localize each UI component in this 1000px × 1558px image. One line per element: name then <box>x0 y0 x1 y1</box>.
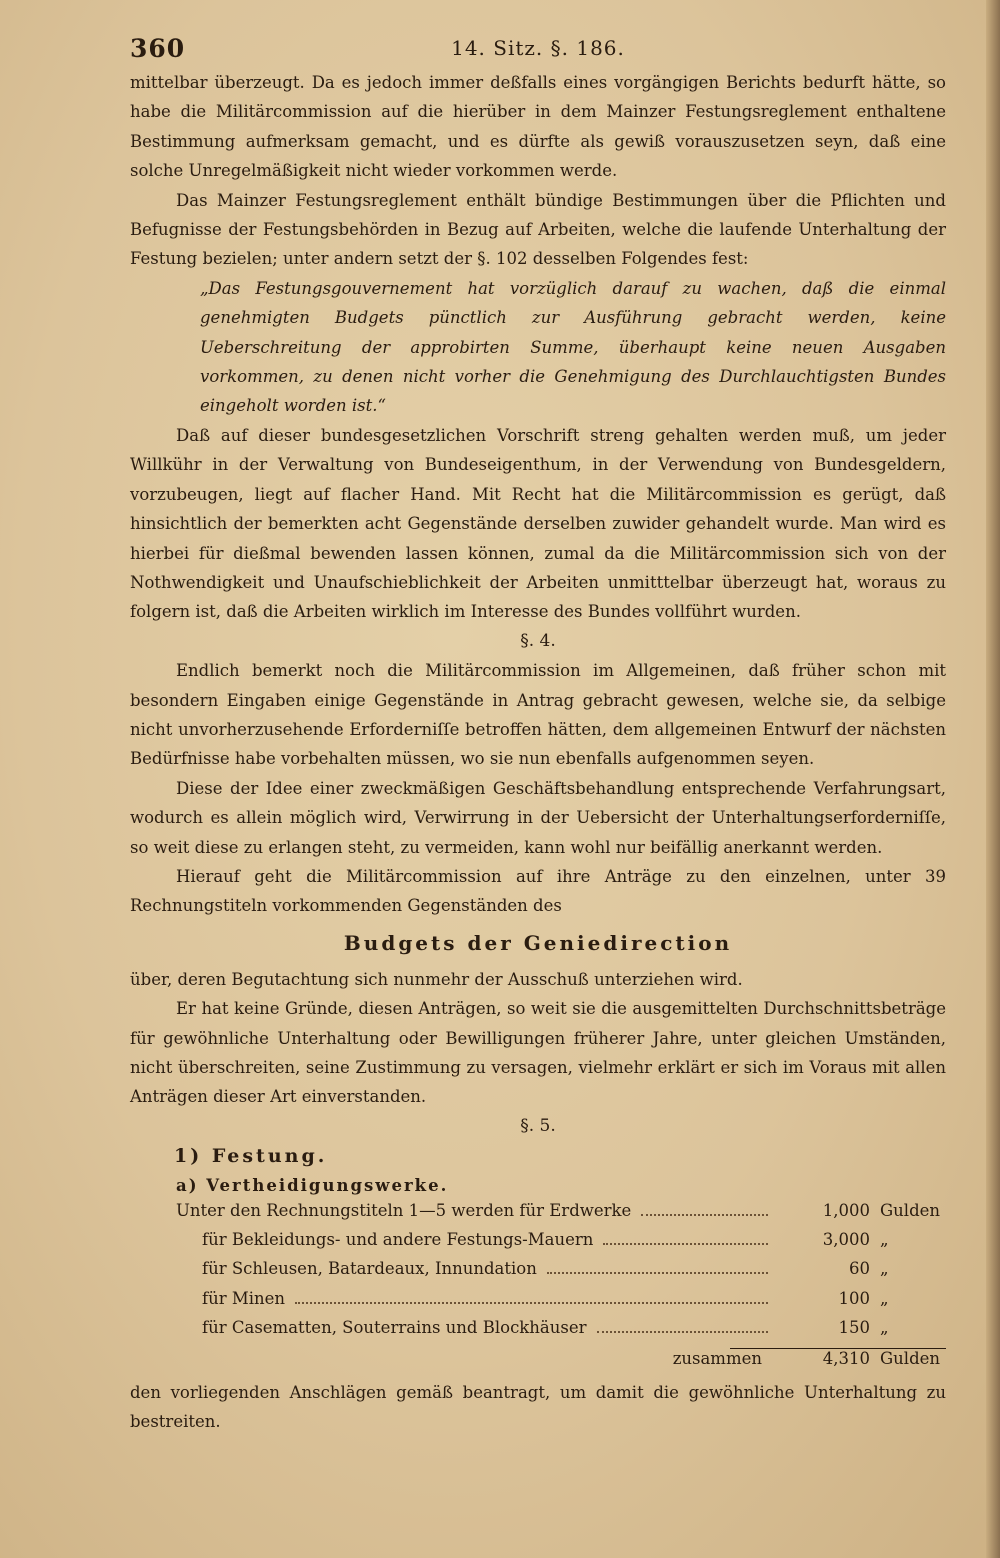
section-5-heading: §. 5. <box>520 1115 556 1136</box>
budget-total-unit: Gulden <box>880 1348 941 1368</box>
budget-total-amount: 4,310 <box>822 1348 870 1368</box>
budget-row <box>130 1201 946 1230</box>
budget-row-label: Unter den Rechnungstiteln 1—5 werden für Erdwerke <box>176 1200 632 1220</box>
paragraph-7: über, deren Begutachtung sich nunmehr der Ausschuß unterziehen wird. <box>130 969 743 989</box>
section-4-heading: §. 4. <box>520 630 556 651</box>
page-header <box>130 32 946 68</box>
leader-dots <box>547 1272 768 1274</box>
budget-row-unit: „ <box>880 1230 889 1250</box>
page-content <box>130 32 946 1437</box>
heading-festung: 1) Festung. <box>174 1145 328 1168</box>
budget-row <box>130 1289 946 1318</box>
paragraph-5: Diese der Idee einer zweckmäßigen Geschäftsbehandlung entsprechende Verfahrungsart, wodurch es allein möglich wird, Verwirrung in der Uebersicht der Unterhaltungserforderniſſe, so weit diese zu erlangen steht, zu vermeiden, kann wohl nur beifällig anerkannt werden. <box>130 778 946 857</box>
budget-row-amount: 1,000 <box>822 1200 870 1220</box>
leader-dots <box>295 1302 768 1304</box>
paragraph-3: Daß auf dieser bundesgesetzlichen Vorschrift streng gehalten werden muß, um jeder Willkühr in der Verwaltung von Bundeseigenthum, in der Verwendung von Bundesgeldern, vorzubeugen, liegt auf flacher Hand. Mit Recht hat die Militärcommission es gerügt, daß hinsichtlich der bemerkten acht Gegenstände derselben zuwider gehandelt wurde. Man wird es hierbei für dießmal bewenden lassen können, zumal da die Militärcommission sich von der Nothwendigkeit und Unaufschieblichkeit der Arbeiten unmitttelbar überzeugt hat, woraus zu folgern ist, daß die Arbeiten wirklich im Interesse des Bundes vollführt wurden. <box>130 425 946 622</box>
budget-title: Budgets der Geniedirection <box>343 930 733 955</box>
budget-row-amount: 60 <box>849 1259 870 1279</box>
budget-row-amount: 3,000 <box>822 1230 870 1250</box>
budget-row-unit: „ <box>880 1259 889 1279</box>
leader-dots <box>603 1243 768 1245</box>
paragraph-1: mittelbar überzeugt. Da es jedoch immer deßfalls eines vorgängigen Berichts bedurft hätte, so habe die Militärcommission auf die hierüber in dem Mainzer Festungsreglement enthaltene Bestimmung aufmerksam gemacht, und es dürfte als gewiß vorauszusetzen seyn, daß eine solche Unregelmäßigkeit nicht wieder vorkommen werde. <box>130 73 946 181</box>
paragraph-8: Er hat keine Gründe, diesen Anträgen, so weit sie die ausgemittelten Durchschnittsbeträge für gewöhnliche Unterhaltung oder Bewilligungen früherer Jahre, unter gleichen Umständen, nicht überschreiten, seine Zustimmung zu versagen, vielmehr erklärt er sich im Voraus mit allen Anträgen dieser Art einverstanden. <box>130 999 946 1107</box>
budget-table <box>130 1201 946 1378</box>
budget-row <box>130 1259 946 1288</box>
budget-row-unit: „ <box>880 1318 889 1338</box>
budget-row-label: für Bekleidungs- und andere Festungs-Mauern <box>202 1230 594 1250</box>
paragraph-4: Endlich bemerkt noch die Militärcommission im Allgemeinen, daß früher schon mit besondern Eingaben einige Gegenstände in Antrag gebracht gewesen, welche sie, da selbige nicht unvorherzusehende Erforderniſſe betroffen hätten, dem allgemeinen Entwurf der nächsten Bedürfnisse habe vorbehalten müssen, wo sie nun ebenfalls aufgenommen seyen. <box>130 661 946 769</box>
paragraph-6: Hierauf geht die Militärcommission auf ihre Anträge zu den einzelnen, unter 39 Rechnungstiteln vorkommenden Gegenständen des <box>130 866 946 916</box>
budget-row-amount: 150 <box>838 1318 870 1338</box>
budget-row-label: für Casematten, Souterrains und Blockhäuser <box>202 1318 587 1338</box>
quotation: „Das Festungsgouvernement hat vorzüglich darauf zu wachen, daß die einmal genehmigten Budgets pünctlich zur Ausführung gebracht werden, keine Ueberschreitung der approbirten Summe, überhaupt keine neuen Ausgaben vorkommen, zu denen nicht vorher die Genehmigung des Durchlauchtigsten Bundes eingeholt worden ist.“ <box>200 278 946 416</box>
budget-total-label: zusammen <box>672 1348 762 1368</box>
page-number: 360 <box>130 34 186 63</box>
budget-row-label: für Minen <box>202 1288 286 1308</box>
budget-row <box>130 1230 946 1259</box>
budget-row-amount: 100 <box>838 1288 870 1308</box>
heading-vertheidigungswerke: a) Vertheidigungswerke. <box>176 1176 449 1196</box>
budget-row <box>130 1318 946 1347</box>
leader-dots <box>597 1331 768 1333</box>
paragraph-9: den vorliegenden Anschlägen gemäß beantragt, um damit die gewöhnliche Unterhaltung zu bestreiten. <box>130 1382 946 1432</box>
paragraph-2: Das Mainzer Festungsreglement enthält bündige Bestimmungen über die Pflichten und Befugnisse der Festungsbehörden in Bezug auf Arbeiten, welche die laufende Unterhaltung der Festung bezielen; unter andern setzt der §. 102 desselben Folgendes fest: <box>130 190 946 269</box>
budget-row-label: für Schleusen, Batardeaux, Innundation <box>202 1259 537 1279</box>
page-edge-shadow <box>986 0 1000 1558</box>
budget-row-unit: Gulden <box>880 1200 941 1220</box>
budget-row-unit: „ <box>880 1288 889 1308</box>
running-head: 14. Sitz. §. 186. <box>451 36 625 60</box>
budget-total-row <box>130 1349 946 1378</box>
leader-dots <box>641 1214 768 1216</box>
